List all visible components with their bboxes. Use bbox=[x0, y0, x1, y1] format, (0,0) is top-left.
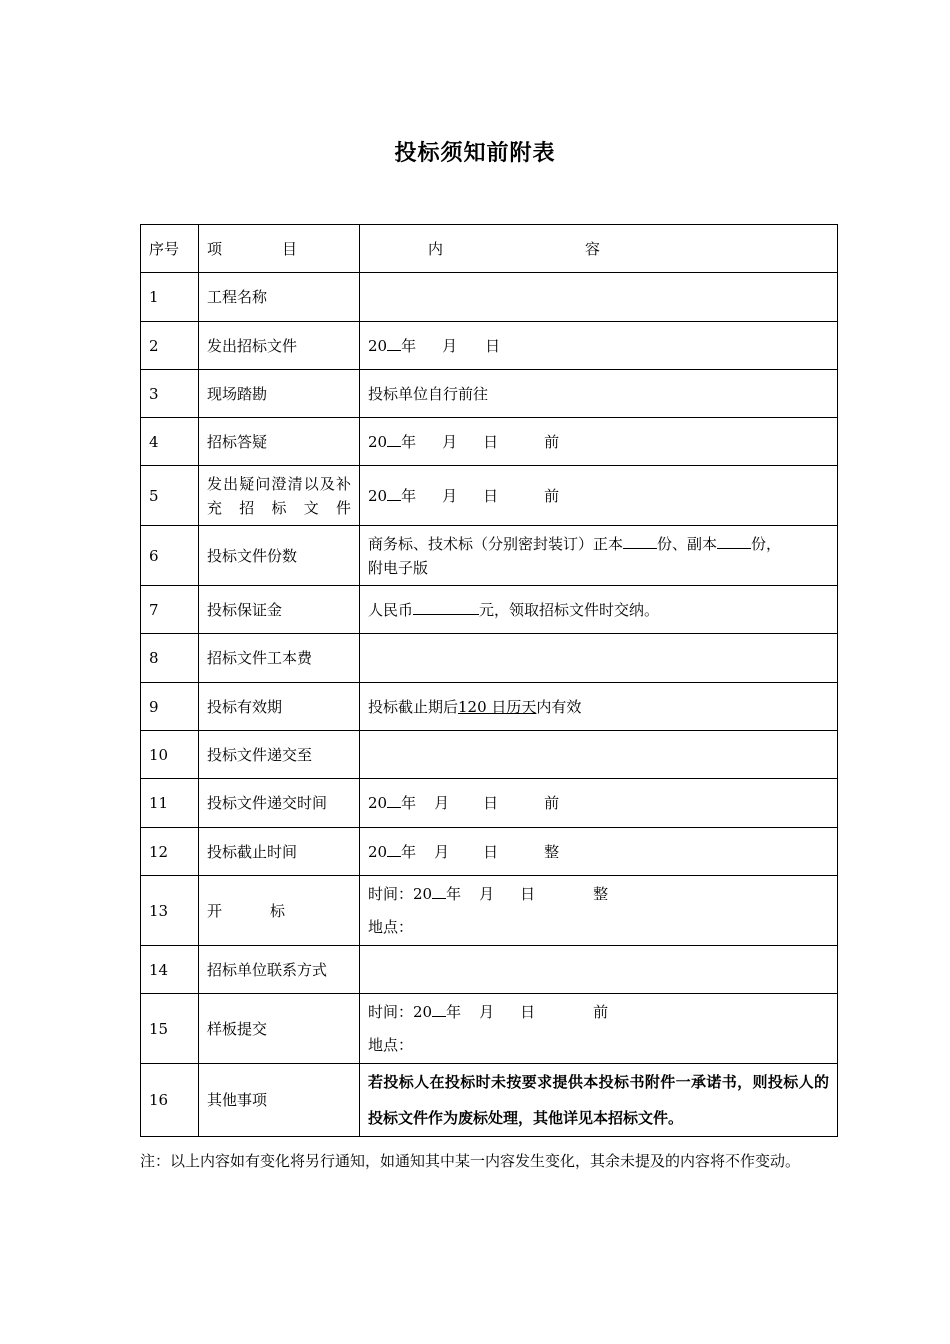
page-title: 投标须知前附表 bbox=[394, 140, 556, 166]
table-row bbox=[141, 994, 838, 1064]
row-no: 6 bbox=[141, 526, 199, 586]
row-no: 14 bbox=[141, 946, 199, 994]
table-row bbox=[141, 370, 838, 418]
row-content: 20 年 月 日 bbox=[360, 322, 838, 370]
row-item: 投标截止时间 bbox=[199, 828, 360, 876]
row-item: 招标单位联系方式 bbox=[199, 946, 360, 994]
row-content bbox=[360, 946, 838, 994]
table-header-row bbox=[141, 225, 838, 273]
row-content: 投标单位自行前往 bbox=[360, 370, 838, 418]
row-no: 7 bbox=[141, 586, 199, 634]
row-content: 时间：20 年 月 日 整 地点： bbox=[360, 876, 838, 946]
row-content bbox=[360, 634, 838, 683]
row-content: 20 年 月 日 前 bbox=[360, 418, 838, 466]
row-content: 商务标、技术标（分别密封装订）正本 份、副本 份， 附电子版 bbox=[360, 526, 838, 586]
table-row bbox=[141, 586, 838, 634]
table-row bbox=[141, 731, 838, 779]
row-content: 时间：20 年 月 日 前 地点： bbox=[360, 994, 838, 1064]
row-item: 投标文件递交至 bbox=[199, 731, 360, 779]
table-row bbox=[141, 634, 838, 683]
row-content: 若投标人在投标时未按要求提供本投标书附件一承诺书，则投标人的投标文件作为废标处理，其他详见本招标文件。 bbox=[360, 1064, 838, 1137]
header-no: 序号 bbox=[141, 225, 199, 273]
row-item: 招标答疑 bbox=[199, 418, 360, 466]
row-no: 5 bbox=[141, 466, 199, 526]
row-item: 发出疑问澄清以及补充招标文件 bbox=[199, 466, 360, 526]
header-item-b: 目 bbox=[282, 239, 298, 258]
table-row bbox=[141, 779, 838, 828]
row-item: 投标文件递交时间 bbox=[199, 779, 360, 828]
header-content-a: 内 bbox=[428, 239, 444, 258]
row-content bbox=[360, 731, 838, 779]
row-item: 其他事项 bbox=[199, 1064, 360, 1137]
row-no: 2 bbox=[141, 322, 199, 370]
row-no: 3 bbox=[141, 370, 199, 418]
row-item: 开 标 bbox=[199, 876, 360, 946]
row-item: 现场踏勘 bbox=[199, 370, 360, 418]
row-item: 招标文件工本费 bbox=[199, 634, 360, 683]
row-no: 8 bbox=[141, 634, 199, 683]
header-item bbox=[199, 225, 360, 273]
row-no: 15 bbox=[141, 994, 199, 1064]
row-item: 投标有效期 bbox=[199, 683, 360, 731]
table-row bbox=[141, 322, 838, 370]
header-content bbox=[360, 225, 838, 273]
header-item-a: 项 bbox=[207, 239, 223, 258]
table-row bbox=[141, 526, 838, 586]
row-item: 投标文件份数 bbox=[199, 526, 360, 586]
row-no: 12 bbox=[141, 828, 199, 876]
row-no: 10 bbox=[141, 731, 199, 779]
table-row bbox=[141, 828, 838, 876]
row-no: 4 bbox=[141, 418, 199, 466]
row-content: 人民币 元，领取招标文件时交纳。 bbox=[360, 586, 838, 634]
footnote: 注：以上内容如有变化将另行通知，如通知其中某一内容发生变化，其余未提及的内容将不作变动。 bbox=[140, 1152, 801, 1170]
table-row bbox=[141, 418, 838, 466]
row-no: 16 bbox=[141, 1064, 199, 1137]
row-content: 20 年 月 日 整 bbox=[360, 828, 838, 876]
table-row bbox=[141, 946, 838, 994]
table-row bbox=[141, 466, 838, 526]
row-item: 样板提交 bbox=[199, 994, 360, 1064]
row-no: 11 bbox=[141, 779, 199, 828]
row-content bbox=[360, 273, 838, 322]
row-no: 1 bbox=[141, 273, 199, 322]
table-row bbox=[141, 1064, 838, 1137]
table-row bbox=[141, 683, 838, 731]
row-item: 工程名称 bbox=[199, 273, 360, 322]
row-content: 20 年 月 日 前 bbox=[360, 466, 838, 526]
table-row bbox=[141, 876, 838, 946]
row-no: 13 bbox=[141, 876, 199, 946]
bid-notice-table bbox=[140, 224, 838, 1137]
header-content-b: 容 bbox=[585, 239, 601, 258]
row-no: 9 bbox=[141, 683, 199, 731]
row-item: 投标保证金 bbox=[199, 586, 360, 634]
table-row bbox=[141, 273, 838, 322]
row-item: 发出招标文件 bbox=[199, 322, 360, 370]
row-content: 投标截止期后120 日历天内有效 bbox=[360, 683, 838, 731]
row-content: 20 年 月 日 前 bbox=[360, 779, 838, 828]
